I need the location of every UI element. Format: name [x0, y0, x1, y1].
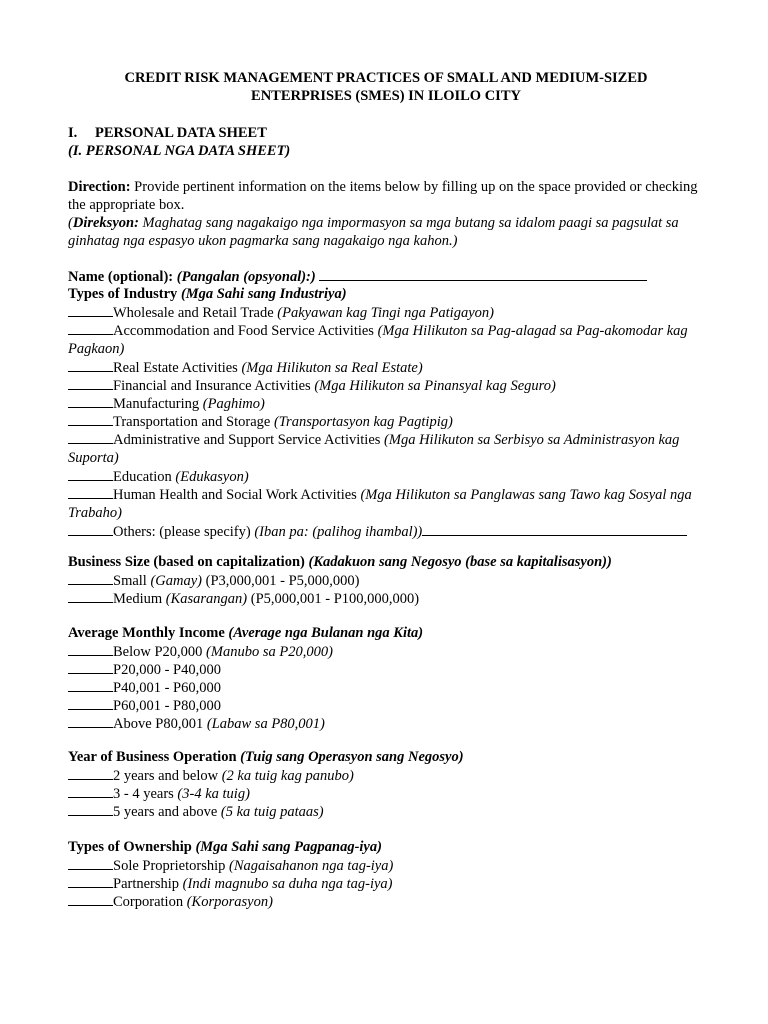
industry-option [68, 430, 704, 467]
option-translation: (2 ka tuig kag panubo) [221, 768, 354, 784]
direction-text: Provide pertinent information on the items below by filling up on the space provided or checking the appropriate box. [68, 179, 698, 213]
option-translation: (Indi magnubo sa duha nga tag-iya) [182, 876, 393, 892]
income-option [68, 678, 704, 696]
checkbox-blank[interactable] [68, 571, 113, 585]
title-line-2: ENTERPRISES (SMES) IN ILOILO CITY [251, 88, 521, 104]
business-size-heading-translation: (Kadakuon sang Negosyo (base sa kapitalisasyon)) [308, 554, 612, 570]
option-range: (P3,000,001 - P5,000,000) [205, 573, 360, 589]
checkbox-blank[interactable] [68, 485, 113, 499]
industry-option [68, 467, 704, 485]
income-section [68, 624, 704, 732]
option-translation: (Mga Hilikuton sa Pag-alagad sa Pag-akomodar kag Pagkaon) [68, 323, 688, 357]
direction-label: Direction: [68, 179, 131, 195]
checkbox-blank[interactable] [68, 589, 113, 603]
ownership-option [68, 856, 704, 874]
option-label: Manufacturing [113, 396, 200, 412]
industry-option [68, 358, 704, 376]
checkbox-blank[interactable] [68, 358, 113, 372]
industry-option [68, 485, 704, 522]
checkbox-blank[interactable] [68, 430, 113, 444]
option-translation: (Korporasyon) [186, 894, 273, 910]
checkbox-blank[interactable] [68, 856, 113, 870]
name-input-line[interactable] [319, 267, 647, 281]
option-label: Sole Proprietorship [113, 858, 226, 874]
option-label: Corporation [113, 894, 184, 910]
direction-text-translation: Maghatag sang nagakaigo nga impormasyon sa mga butang sa idalom paagi sa pagsulat sa ginhatag nga espasyo ukon pagmarka sang nagakaigo nga kahon.) [68, 215, 679, 249]
industry-option [68, 412, 704, 430]
income-heading-translation: (Average nga Bulanan nga Kita) [228, 625, 424, 641]
name-label-translation: (Pangalan (opsyonal):) [176, 269, 316, 285]
checkbox-blank[interactable] [68, 874, 113, 888]
ownership-heading-translation: (Mga Sahi sang Pagpanag-iya) [195, 839, 382, 855]
industry-heading: Types of Industry [68, 286, 178, 302]
option-translation: (Transportasyon kag Pagtipig) [273, 414, 453, 430]
checkbox-blank[interactable] [68, 376, 113, 390]
checkbox-blank[interactable] [68, 522, 113, 536]
direction-paragraph: Direction: Provide pertinent information on the items below by filling up on the space provided or checking the appropriate box. (Direksyon: Maghatag sang nagakaigo nga impormasyon sa mga butang sa idalom paagi sa pagsulat sa ginhatag nga espasyo ukon pagmarka sang nagakaigo nga kahon.) [68, 179, 698, 249]
industry-section [68, 267, 704, 540]
title-line-1: CREDIT RISK MANAGEMENT PRACTICES OF SMALL AND MEDIUM-SIZED [124, 70, 648, 86]
ownership-section [68, 838, 704, 910]
checkbox-blank[interactable] [68, 642, 113, 656]
business-size-option [68, 589, 704, 607]
option-label: Education [113, 469, 172, 485]
years-heading-translation: (Tuig sang Operasyon sang Negosyo) [240, 749, 464, 765]
industry-option [68, 303, 704, 321]
section-title: PERSONAL DATA SHEET [95, 125, 267, 141]
industry-option [68, 376, 704, 394]
option-label: Medium [113, 591, 163, 607]
option-label: Below P20,000 [113, 644, 203, 660]
ownership-option [68, 874, 704, 892]
checkbox-blank[interactable] [68, 784, 113, 798]
years-option [68, 766, 704, 784]
section-number: I. [68, 125, 78, 141]
industry-heading-translation: (Mga Sahi sang Industriya) [180, 286, 347, 302]
option-label: Administrative and Support Service Activities [113, 432, 381, 448]
option-translation: (Nagaisahanon nga tag-iya) [229, 858, 394, 874]
option-label: 3 - 4 years [113, 786, 174, 802]
checkbox-blank[interactable] [68, 660, 113, 674]
option-label: 2 years and below [113, 768, 219, 784]
section-title-translation: (I. PERSONAL NGA DATA SHEET) [68, 143, 291, 159]
business-size-option [68, 571, 704, 589]
others-specify-input-line[interactable] [422, 522, 687, 536]
option-translation: (Manubo sa P20,000) [206, 644, 333, 660]
checkbox-blank[interactable] [68, 467, 113, 481]
option-label: Above P80,001 [113, 716, 204, 732]
option-label: Partnership [113, 876, 180, 892]
years-section [68, 748, 704, 820]
option-label: 5 years and above [113, 804, 218, 820]
checkbox-blank[interactable] [68, 766, 113, 780]
option-translation: (5 ka tuig pataas) [220, 804, 324, 820]
option-translation: (Mga Hilikuton sa Serbisyo sa Administrasyon kag Suporta) [68, 432, 680, 466]
option-translation: (Mga Hilikuton sa Real Estate) [241, 360, 423, 376]
checkbox-blank[interactable] [68, 678, 113, 692]
option-label: Accommodation and Food Service Activities [113, 323, 374, 339]
option-label: P40,001 - P60,000 [113, 680, 221, 696]
option-label: Transportation and Storage [113, 414, 271, 430]
industry-option-others [68, 522, 704, 540]
option-translation: (3-4 ka tuig) [177, 786, 250, 802]
checkbox-blank[interactable] [68, 696, 113, 710]
option-label: Financial and Insurance Activities [113, 378, 311, 394]
option-translation: (Pakyawan kag Tingi nga Patigayon) [277, 305, 494, 321]
section-heading [68, 124, 704, 160]
option-translation: (Mga Hilikuton sa Panglawas sang Tawo kag Sosyal nga Trabaho) [68, 487, 692, 521]
document-title [68, 69, 704, 105]
option-label: Human Health and Social Work Activities [113, 487, 357, 503]
income-option [68, 714, 704, 732]
option-label: Others: (please specify) [113, 524, 251, 540]
checkbox-blank[interactable] [68, 802, 113, 816]
industry-option [68, 321, 704, 358]
checkbox-blank[interactable] [68, 892, 113, 906]
direction-label-translation: Direksyon: [72, 215, 139, 231]
option-translation: (Labaw sa P80,001) [206, 716, 325, 732]
option-translation: (Edukasyon) [175, 469, 249, 485]
option-translation: (Kasarangan) [165, 591, 248, 607]
income-heading: Average Monthly Income [68, 625, 225, 641]
option-translation: (Mga Hilikuton sa Pinansyal kag Seguro) [314, 378, 556, 394]
years-option [68, 784, 704, 802]
option-range: (P5,000,001 - P100,000,000) [250, 591, 420, 607]
business-size-heading: Business Size (based on capitalization) [68, 554, 305, 570]
checkbox-blank[interactable] [68, 412, 113, 426]
checkbox-blank[interactable] [68, 303, 113, 317]
name-label: Name (optional): [68, 269, 174, 285]
option-translation: (Gamay) [150, 573, 203, 589]
option-label: Real Estate Activities [113, 360, 238, 376]
industry-option [68, 394, 704, 412]
ownership-heading: Types of Ownership [68, 839, 192, 855]
business-size-section [68, 553, 704, 607]
option-label: Wholesale and Retail Trade [113, 305, 274, 321]
income-option [68, 642, 704, 660]
ownership-option [68, 892, 704, 910]
option-label: P60,001 - P80,000 [113, 698, 221, 714]
checkbox-blank[interactable] [68, 714, 113, 728]
years-option [68, 802, 704, 820]
years-heading: Year of Business Operation [68, 749, 237, 765]
option-translation: (Paghimo) [202, 396, 265, 412]
option-label: Small [113, 573, 147, 589]
checkbox-blank[interactable] [68, 321, 113, 335]
checkbox-blank[interactable] [68, 394, 113, 408]
income-option [68, 660, 704, 678]
option-label: P20,000 - P40,000 [113, 662, 221, 678]
name-field [68, 267, 704, 285]
income-option [68, 696, 704, 714]
option-translation: (Iban pa: (palihog ihambal)) [254, 524, 423, 540]
